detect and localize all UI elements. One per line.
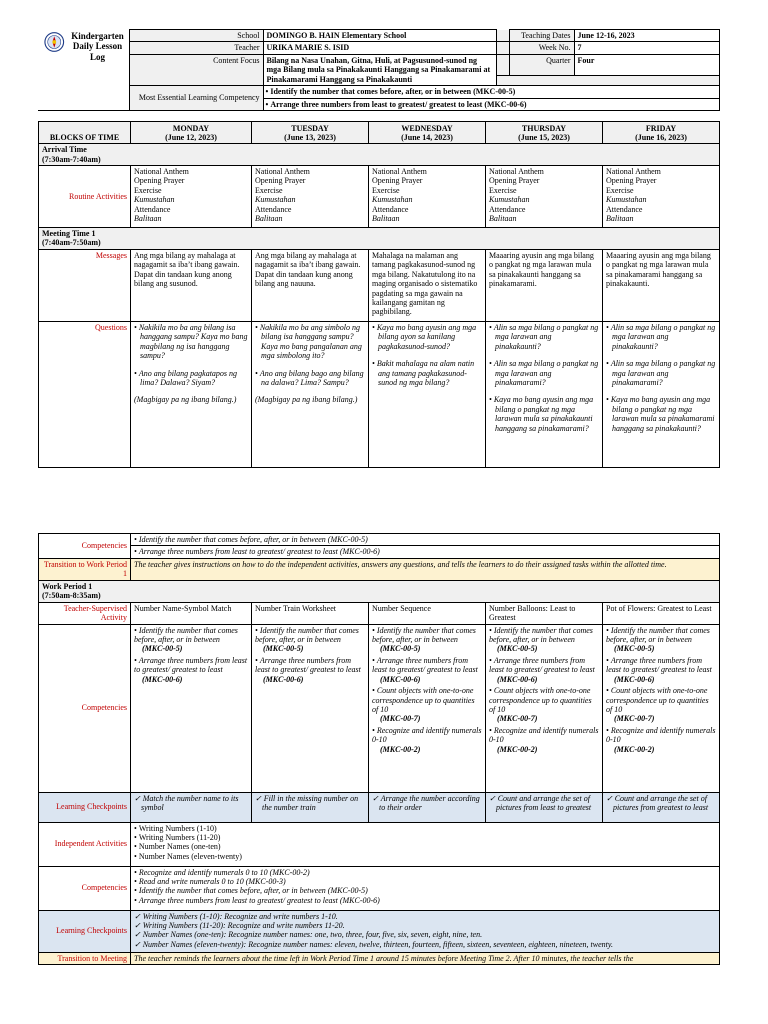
checkpoint-friday: ✓ Count and arrange the set of pictures from greatest to least [603,792,720,822]
checkpoint-tuesday: ✓ Fill in the missing number on the number train [252,792,369,822]
work-competency-label: Competencies [39,624,131,792]
routine-item: Opening Prayer [489,176,540,186]
independent-label: Independent Activities [39,822,131,866]
questions-wednesday: • Kaya mo bang ayusin ang mga bilang ayon sa kanilang pagkakasunod-sunod? • Bakit mahalaga na alam natin ang tamang pagkakasunod-sunod ng mga bilang? [369,321,486,467]
list-item: ✓ Writing Numbers (1-10): Recognize and write numbers 1-10. [134,912,716,921]
monday-header: MONDAY (June 12, 2023) [131,122,252,144]
work-competency-wednesday [369,624,486,792]
page-one [38,29,719,468]
work-competency-friday [603,624,720,792]
teacher-value: URIKA MARIE S. ISID [263,42,496,54]
quarter-value: Four [574,54,719,75]
routine-item: Opening Prayer [372,176,423,186]
tuesday-header: TUESDAY (June 13, 2023) [252,122,369,144]
header-table [38,29,720,111]
competency-item: • Identify the number that comes before, after, or in between (MKC-00-5) [134,626,248,654]
competency-item: • Count objects with one-to-one correspondence up to quantities of 10 (MKC-00-7) [489,686,599,724]
page-two [38,533,719,965]
routine-item: Exercise [489,185,517,195]
competency-item: • Recognize and identify numerals 0-10 (MKC-00-2) [372,726,482,754]
list-item: • Recognize and identify numerals 0 to 10 (MKC-00-2) [134,868,716,877]
routine-item: National Anthem [489,166,544,176]
routine-item: Exercise [255,185,283,195]
transition-meeting-text: The teacher reminds the learners about the time left in Work Period Time 1 around 15 minutes before Meeting Time 2. After 10 minutes, the teacher tells the [131,952,720,964]
title-line-2: Daily Lesson Log [72,41,123,63]
transition-text: The teacher gives instructions on how to do the independent activities, answers any questions, and tells the learners to do their assigned tasks within the allotted time. [131,558,720,580]
competency-item: • Arrange three numbers from least to greatest/ greatest to least (MKC-00-6) [606,656,716,684]
competency-1: • Identify the number that comes before, after, or in between (MKC-00-5) [263,86,719,98]
spacer-cell [496,76,719,86]
work-competency-monday [131,624,252,792]
learning-checkpoint-label: Learning Checkpoints [39,792,131,822]
spacer-cell [496,54,509,75]
transition-label: Transition to Work Period 1 [39,558,131,580]
work-period-section: Work Period 1 (7:50am-8:35am) [39,580,720,602]
list-item: • Number Names (one-ten) [134,842,716,851]
messages-label: Messages [39,249,131,321]
list-item: • Read and write numerals 0 to 10 (MKC-00-3) [134,877,716,886]
list-item: • Writing Numbers (1-10) [134,824,716,833]
competency-item: • Identify the number that comes before, after, or in between (MKC-00-5) [606,626,716,654]
questions-label: Questions [39,321,131,467]
routine-label: Routine Activities [39,165,131,227]
list-item: • Identify the number that comes before, after, or in between (MKC-00-5) [134,886,716,895]
competency-item: • Identify the number that comes before, after, or in between (MKC-00-5) [489,626,599,654]
arrival-section: Arrival Time (7:30am-7:40am) [39,144,720,166]
deped-seal-icon [44,31,65,53]
friday-header: FRIDAY (June 16, 2023) [603,122,720,144]
routine-item: Attendance [134,204,171,214]
competency-item: • Identify the number that comes before, after, or in between (MKC-00-5) [372,626,482,654]
routine-item: National Anthem [606,166,661,176]
p2-competency-1: • Identify the number that comes before, after, or in between (MKC-00-5) [131,534,720,546]
routine-monday [131,165,252,227]
schedule-table [38,121,720,468]
routine-item: Opening Prayer [255,176,306,186]
routine-item: Attendance [255,204,292,214]
list-item: • Number Names (eleven-twenty) [134,852,716,861]
school-label: School [129,30,263,42]
competency-item: • Arrange three numbers from least to greatest/ greatest to least (MKC-00-6) [489,656,599,684]
routine-item: Attendance [372,204,409,214]
quarter-label: Quarter [509,54,574,75]
message-thursday: Maaaring ayusin ang mga bilang o pangkat ng mga larawan mula sa pinakakaunti hanggang sa pinakamarami. [486,249,603,321]
p2-competency-label: Competencies [39,534,131,559]
routine-item: Balitaan [255,214,283,224]
questions-thursday: • Alin sa mga bilang o pangkat ng mga larawan ang pinakakaunti? • Alin sa mga bilang o pangkat ng mga larawan ang pinakamarami? • Kaya mo bang ayusin ang mga bilang o pangkat ng mga larawan mula sa pinakakaunti hanggang sa pinakamarami? [486,321,603,467]
message-monday: Ang mga bilang ay mahalaga at nagagamit sa iba’t ibang gawain. Dapat din tandaan kung anong bilang ang susunod. [131,249,252,321]
questions-monday: • Nakikila mo ba ang bilang isa hanggang sampu? Kaya mo bang magbilang ng isa hanggang sampu? • Ano ang bilang pagkatapos ng lima? Dalawa? Siyam? (Magbigay pa ng ibang bilang.) [131,321,252,467]
tsa-monday: Number Name-Symbol Match [131,602,252,624]
dates-label: Teaching Dates [509,30,574,42]
competency-item: • Arrange three numbers from least to greatest/ greatest to least (MKC-00-6) [255,656,365,684]
title-line-1: Kindergarten [71,30,124,41]
tsa-tuesday: Number Train Worksheet [252,602,369,624]
work-table [38,533,720,965]
checkpoint-monday: ✓ Match the number name to its symbol [131,792,252,822]
routine-item: Kumustahan [134,195,175,205]
checkpoint-wednesday: ✓ Arrange the number according to their order [369,792,486,822]
routine-thursday [486,165,603,227]
competency-label: Most Essential Learning Competency [129,86,263,111]
dates-value: June 12-16, 2023 [574,30,719,42]
message-friday: Maaaring ayusin ang mga bilang o pangkat ng mga larawan mula sa pinakamarami hanggang sa pinakakaunti. [603,249,720,321]
routine-item: Balitaan [134,214,162,224]
competency-item: • Count objects with one-to-one correspondence up to quantities of 10 (MKC-00-7) [372,686,482,724]
work-competency-thursday [486,624,603,792]
routine-item: National Anthem [134,166,189,176]
routine-tuesday [252,165,369,227]
list-item: ✓ Number Names (one-ten): Recognize number names: one, two, three, four, five, six, seven, eight, nine, ten. [134,930,716,939]
tsa-friday: Pot of Flowers: Greatest to Least [603,602,720,624]
routine-item: Opening Prayer [606,176,657,186]
competency-2: • Arrange three numbers from least to greatest/ greatest to least (MKC-00-6) [263,98,719,110]
routine-item: Opening Prayer [134,176,185,186]
p2-competency-2: • Arrange three numbers from least to greatest/ greatest to least (MKC-00-6) [131,546,720,558]
tsa-wednesday: Number Sequence [369,602,486,624]
competency-item: • Recognize and identify numerals 0-10 (MKC-00-2) [606,726,716,754]
school-value: DOMINGO B. HAIN Elementary School [263,30,496,42]
independent-competencies [131,866,720,910]
routine-item: Kumustahan [255,195,296,205]
questions-tuesday: • Nakikila mo ba ang simbolo ng bilang isa hanggang sampu? Kaya mo bang pangalanan ang mga simbolong ito? • Ano ang bilang bago ang bilang na dalawa? Lima? Sampu? (Magbigay pa ng ibang bilang.) [252,321,369,467]
week-label: Week No. [509,42,574,54]
focus-value: Bilang na Nasa Unahan, Gitna, Huli, at Pagsusunod-sunod ng mga Bilang mula sa Pinakakaunti Hanggang sa Pinakamarami at Pinakamarami Hanggang sa Pinakakaunti [263,54,496,85]
competency-item: • Identify the number that comes before, after, or in between (MKC-00-5) [255,626,365,654]
routine-item: National Anthem [372,166,427,176]
spacer-cell [496,30,509,42]
routine-item: Exercise [606,185,634,195]
competency-item: • Arrange three numbers from least to greatest/ greatest to least (MKC-00-6) [372,656,482,684]
list-item: ✓ Writing Numbers (11-20): Recognize and write numbers 11-20. [134,921,716,930]
routine-item: Exercise [372,185,400,195]
independent-activities [131,822,720,866]
list-item: • Arrange three numbers from least to greatest/ greatest to least (MKC-00-6) [134,896,716,905]
thursday-header: THURSDAY (June 15, 2023) [486,122,603,144]
routine-item: Balitaan [372,214,400,224]
routine-item: Attendance [489,204,526,214]
competency-item: • Count objects with one-to-one correspondence up to quantities of 10 (MKC-00-7) [606,686,716,724]
routine-item: Kumustahan [489,195,530,205]
spacer-cell [496,42,509,54]
transition-meeting-label: Transition to Meeting [39,952,131,964]
routine-wednesday [369,165,486,227]
blocks-header: BLOCKS OF TIME [39,122,131,144]
message-wednesday: Mahalaga na malaman ang tamang pagkakasunod-sunod ng mga bilang. Nakatutulong ito na maging organisado o sistematiko pagdating sa mga gawain na kailangang gamitan ng pagbibilang. [369,249,486,321]
competency-item: • Arrange three numbers from least to greatest/ greatest to least (MKC-00-6) [134,656,248,684]
tsa-label: Teacher-Supervised Activity [39,602,131,624]
questions-friday: • Alin sa mga bilang o pangkat ng mga larawan ang pinakakaunti? • Alin sa mga bilang o pangkat ng mga larawan ang pinakamarami? • Kaya mo bang ayusin ang mga bilang o pangkat ng mga larawan mula sa pinakamarami hanggang sa pinakakaunti? [603,321,720,467]
wednesday-header: WEDNESDAY (June 14, 2023) [369,122,486,144]
week-value: 7 [574,42,719,54]
teacher-label: Teacher [129,42,263,54]
routine-item: Balitaan [606,214,634,224]
checkpoint-thursday: ✓ Count and arrange the set of pictures from least to greatest [486,792,603,822]
meeting-section: Meeting Time 1 (7:40am-7:50am) [39,227,720,249]
routine-friday [603,165,720,227]
independent-competency-label: Competencies [39,866,131,910]
routine-item: Exercise [134,185,162,195]
list-item: ✓ Number Names (eleven-twenty): Recognize number names: eleven, twelve, thirteen, fourteen, fifteen, sixteen, seventeen, eighteen, nineteen, twenty. [134,940,716,949]
routine-item: National Anthem [255,166,310,176]
routine-item: Balitaan [489,214,517,224]
list-item: • Writing Numbers (11-20) [134,833,716,842]
focus-label: Content Focus [129,54,263,85]
work-competency-tuesday [252,624,369,792]
routine-item: Kumustahan [606,195,647,205]
competency-item: • Recognize and identify numerals 0-10 (MKC-00-2) [489,726,599,754]
routine-item: Kumustahan [372,195,413,205]
title-cell [38,30,129,111]
routine-item: Attendance [606,204,643,214]
tsa-thursday: Number Balloons: Least to Greatest [486,602,603,624]
independent-checkpoint-label: Learning Checkpoints [39,910,131,952]
message-tuesday: Ang mga bilang ay mahalaga at nagagamit sa iba’t ibang gawain. Dapat din tandaan kung anong bilang ang nauuna. [252,249,369,321]
independent-checkpoints [131,910,720,952]
